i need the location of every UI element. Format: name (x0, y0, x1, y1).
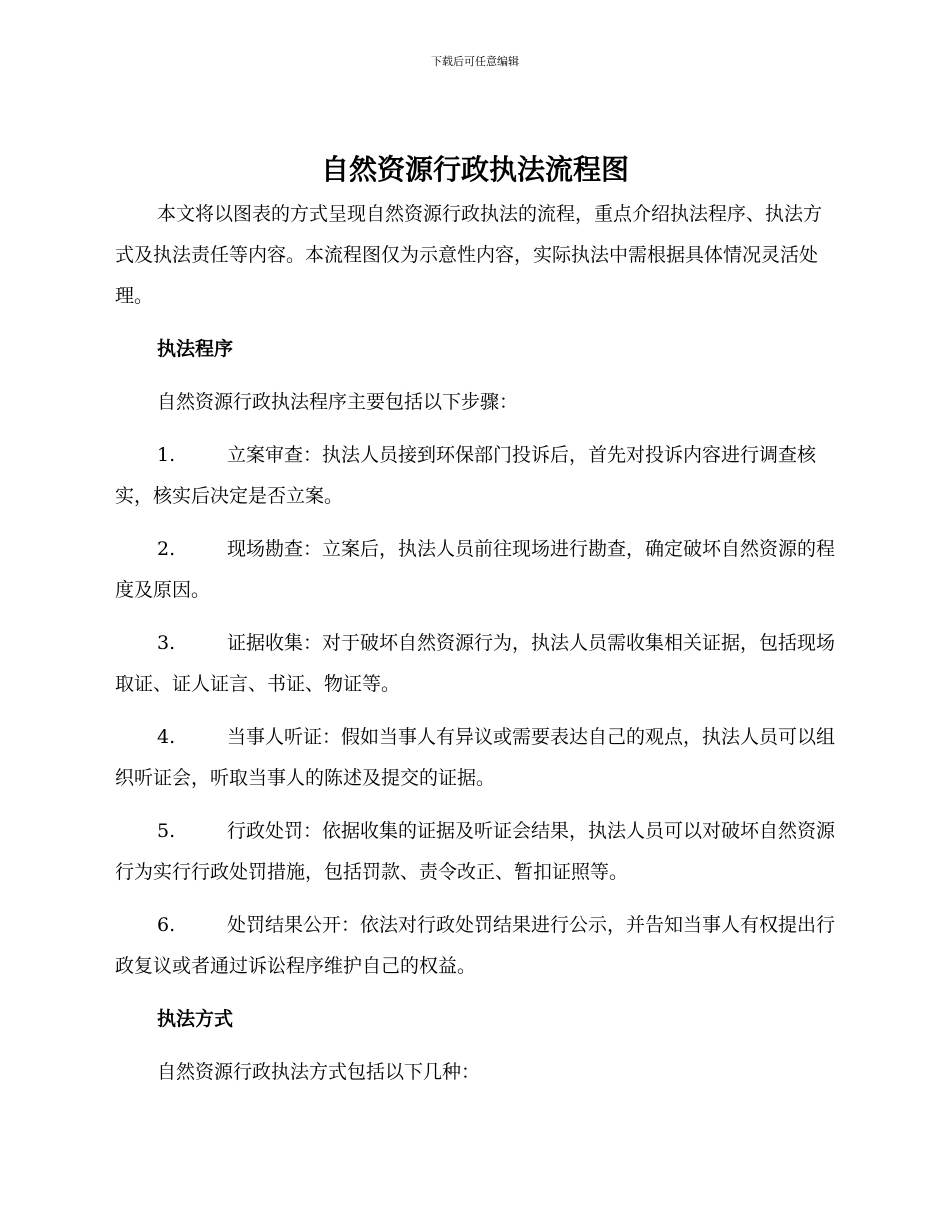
list-item-text: 当事人听证：假如当事人有异议或需要表达自己的观点，执法人员可以组织听证会，听取当事人的陈述及提交的证据。 (115, 726, 836, 789)
section-heading-procedure: 执法程序 (157, 338, 234, 360)
list-item-text: 立案审查：执法人员接到环保部门投诉后，首先对投诉内容进行调查核实，核实后决定是否立案。 (115, 444, 817, 507)
section-heading-methods: 执法方式 (157, 1008, 234, 1030)
list-item-number: 6. (157, 914, 176, 936)
list-item-text: 处罚结果公开：依法对行政处罚结果进行公示，并告知当事人有权提出行政复议或者通过诉讼程序维护自己的权益。 (115, 914, 836, 977)
document-title: 自然资源行政执法流程图 (320, 153, 629, 186)
list-item-number: 5. (157, 820, 176, 842)
procedure-lead: 自然资源行政执法程序主要包括以下步骤： (157, 391, 519, 413)
list-item-number: 4. (157, 726, 176, 748)
list-item-text: 证据收集：对于破坏自然资源行为，执法人员需收集相关证据，包括现场取证、证人证言、书证、物证等。 (115, 632, 836, 695)
list-item (115, 905, 835, 987)
list-item-number: 3. (157, 632, 176, 654)
list-item-text: 现场勘查：立案后，执法人员前往现场进行勘查，确定破坏自然资源的程度及原因。 (115, 538, 836, 601)
list-item (115, 717, 835, 799)
list-item (115, 811, 835, 893)
list-item-number: 2. (157, 538, 176, 560)
list-item-text: 行政处罚：依据收集的证据及听证会结果，执法人员可以对破坏自然资源行为实行行政处罚措施，包括罚款、责令改正、暂扣证照等。 (115, 820, 836, 883)
methods-lead: 自然资源行政执法方式包括以下几种： (157, 1061, 481, 1083)
list-item (115, 529, 835, 611)
page-header: 下载后可任意编辑 (431, 55, 519, 68)
list-item (115, 623, 835, 705)
intro-paragraph: 本文将以图表的方式呈现自然资源行政执法的流程，重点介绍执法程序、执法方式及执法责任等内容。本流程图仅为示意性内容，实际执法中需根据具体情况灵活处理。 (115, 203, 823, 307)
list-item-number: 1. (157, 444, 176, 466)
document-body (115, 150, 835, 1093)
list-item (115, 435, 835, 517)
